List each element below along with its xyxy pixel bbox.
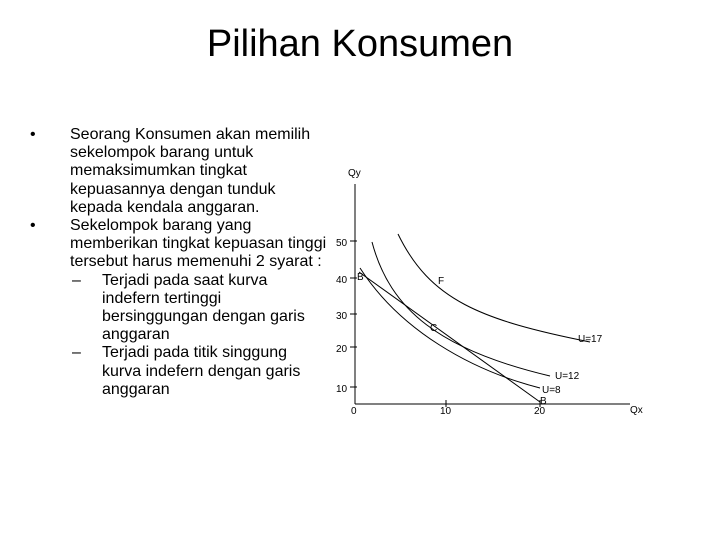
bullet-text: Sekelompok barang yang memberikan tingkat kepuasan tinggi tersebut harus memenuhi 2 syarat : [70,217,327,271]
indifference-curve-u8 [360,268,540,388]
point-label-b-lower: B [540,396,547,407]
curve-label-u12: U=12 [555,371,580,382]
y-tick-label: 30 [336,311,348,322]
point-label-f: F [438,276,445,287]
sub-bullet-item [28,272,328,345]
bullet-item [28,126,328,217]
y-tick-label: 50 [336,238,348,249]
x-tick-label: 10 [440,406,452,417]
budget-line [359,272,540,402]
y-tick-label: 40 [336,275,348,286]
x-tick-label: 0 [351,406,357,417]
sub-bullet-marker: – [72,271,81,289]
sub-bullet-marker: – [72,344,81,362]
indifference-curve-u12 [372,242,550,376]
sub-bullet-item [28,344,328,399]
bullet-text: Seorang Konsumen akan memilih sekelompok barang untuk memaksimumkan tingkat kepuasannya dengan tunduk kepada kendala anggaran. [70,126,311,216]
y-tick-label: 10 [336,384,348,395]
bullet-marker: • [30,217,36,235]
x-axis-label: Qx [630,405,643,416]
curve-label-u8: U=8 [542,385,561,396]
bullet-item [28,217,328,272]
indifference-curve-u17 [398,234,590,342]
indifference-diagram [300,150,660,430]
slide-title: Pilihan Konsumen [206,23,514,65]
y-tick-label: 20 [336,344,348,355]
sub-bullet-text: Terjadi pada saat kurva indefern tertinggi bersinggungan dengan garis anggaran [102,271,305,344]
x-tick-label: 20 [534,406,546,417]
bullet-list [28,126,328,399]
curve-label-u17: U=17 [578,334,603,345]
sub-bullet-text: Terjadi pada titik singgung kurva indefern dengan garis anggaran [102,344,301,398]
y-axis-label: Qy [348,168,361,179]
point-label-c: C [430,323,438,334]
point-label-b: B [357,272,364,283]
bullet-marker: • [30,126,36,143]
